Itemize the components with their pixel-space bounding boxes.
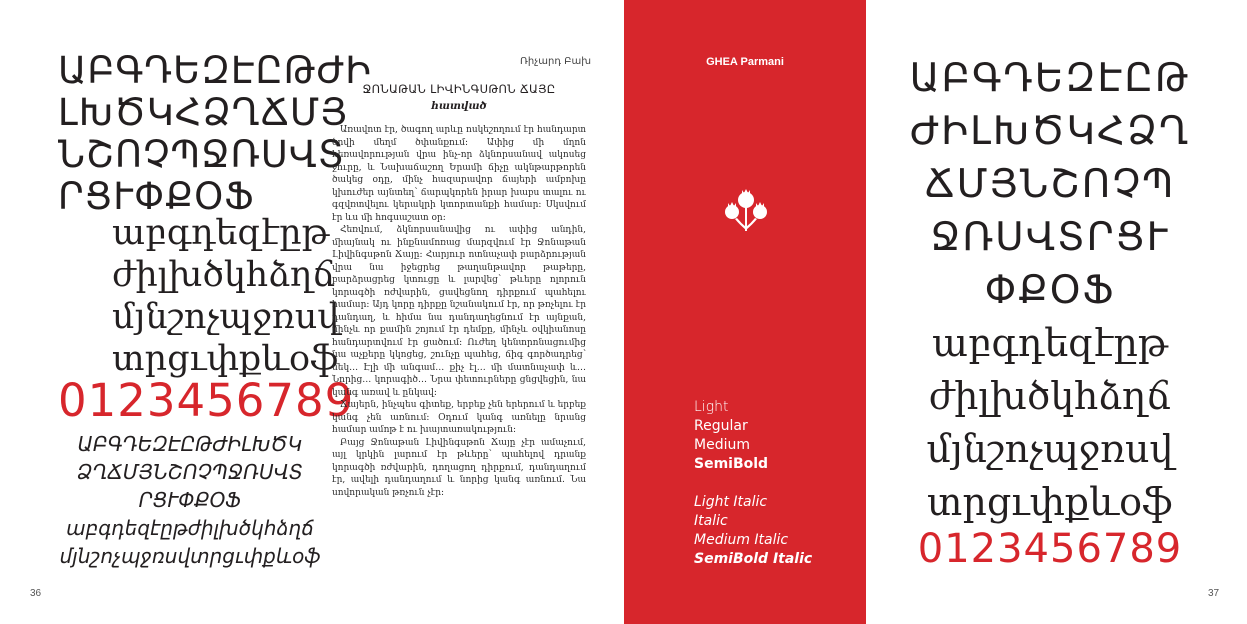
story-body [332, 124, 586, 572]
weight-italic: Italic [694, 513, 728, 529]
weight-semibold-italic: SemiBold Italic [694, 551, 813, 567]
weight-medium: Medium [694, 437, 750, 453]
left-lowercase-specimen: աբգդեզէըթ ժիլխծկհձղճ մյնշոչպջռսվ տրցւփքևօֆ [112, 213, 340, 379]
pomegranate-icon [721, 178, 771, 238]
page-number-right: 37 [1208, 588, 1220, 599]
story-paragraph: Ճայերն, ինչպես գիտեք, երբեք չեն երերում և երբեք կանգ չեն առնում: Օդում կանգ առնելը նրանց համար ամոթ է ու խայտառակություն: [332, 400, 586, 435]
story-title: ՋՈՆԱԹԱՆ ԼԻՎԻՆԳՍԹՈՆ ՃԱՅԸ [362, 82, 556, 96]
story-paragraph: Առավոտ էր, ծագող արևը ոսկեշողում էր հանդարտ ծովի մեղմ ծփանքում: Ափից մի մղոն հեռավորության վրա ինչ-որ ձկնորսանավ ակոսեց ջուրը, և Նախաճաշող Երամի ճիչը ակնթարթորեն ծակեց օդը, մինչ հազարավոր ճայերի ամբոխը կխուժեր այնտեղ՝ ճարպկորեն իրար խաբս տալու ու գզվռտվելու կերակրի կտորտանքի համար: Սկսվում էր ևս մի հոգսաշատ օր: [332, 125, 586, 223]
story-author: Ռիչարդ Բախ [520, 56, 592, 67]
font-name-title: GHEA Parmani [706, 56, 784, 68]
weights-list [694, 398, 812, 569]
page-number-left: 36 [30, 588, 42, 599]
right-lowercase-specimen: աբգդեզէըթ ժիլխծկհձղճ մյնշոչպջռսվ տրցւփքևօֆ [926, 321, 1174, 524]
weight-semibold: SemiBold [694, 456, 769, 472]
weight-light: Light [694, 399, 729, 415]
red-panel [624, 0, 866, 624]
right-uppercase-specimen: ԱԲԳԴԵԶԷԸԹ ԺԻԼԽԾԿՀՁՂ ՃՄՅՆՇՈՉՊ ՋՌՍՎՏՐՑՒ ՓՔՕՖ [909, 56, 1191, 313]
left-uppercase-specimen: ԱԲԳԴԵԶԷԸԹԺԻ ԼԽԾԿՀՁՂՃՄՅ ՆՇՈՉՊՋՌՍՎՏ ՐՑՒՓՔՕՖ [58, 49, 372, 218]
weight-medium-italic: Medium Italic [694, 532, 789, 548]
left-digits-specimen: 0123456789 [58, 374, 355, 427]
story-paragraph: Բայց Ջոնաթան Լիվինգսթոն Ճայը չէր ամաչում, այլ կրկին լարում էր թևերը՝ պահելով դրանք կորագծի ռժվարին, դողացող դիրքում, դանդաղում էր, ավելի դանդաղում և նորից կանգ առնում. Նա սովորական թռչուն չէր: [332, 437, 586, 498]
weight-regular: Regular [694, 418, 748, 434]
story-paragraph: Հեռվում, ձկնորսանավից ու ափից անդին, միայնակ ու ինքնամոռաց մարզվում էր Ջոնաթան Լիվինգսթոն Ճայը: Հարյուր ոտնաչափ բարձրության վրա նա իջեցրեց թաղանթավոր թաթերը, բարձրացրեց կտուցը և լարվեց՝ թևերը ոլորուն կորագծի ռժվարին, ցավեցնող դիրքում պահելու համար: Այդ կորը դիրքը նշանակում էր, որ թռչելու էր դանդաղ, և հիմա նա դանդաղեցնում էր այնքան, մինչև որ քամին շոյում էր դեմքը, մինչև օվկիանոսը հանդարտվում էր ցածում: Ուժեղ կենտրոնացումից նա աչքերը կկոցեց, շունչը պահեց, ճիգ գործադրեց՝ մեկ… Էլի մի անգամ… քիչ էլ… մի մատնաչափ և… Նորից… կորագիծ… Նրա փետուրները ցնցվեցին, նա կանգ առավ և ընկավ: [332, 225, 586, 398]
right-digits-specimen: 0123456789 [917, 526, 1183, 572]
weight-light-italic: Light Italic [694, 494, 768, 510]
story-subtitle: հատված [431, 100, 487, 112]
left-italic-specimen: ԱԲԳԴԵԶԷԸԹԺԻԼԽԾԿ ՁՂՃՄՅՆՇՈՉՊՋՌՍՎՏ ՐՑՒՓՔՕՖ աբգդեզէըթժիլխծկհձղճ մյնշոչպջռսվտրցւփքևօֆ [59, 432, 321, 568]
